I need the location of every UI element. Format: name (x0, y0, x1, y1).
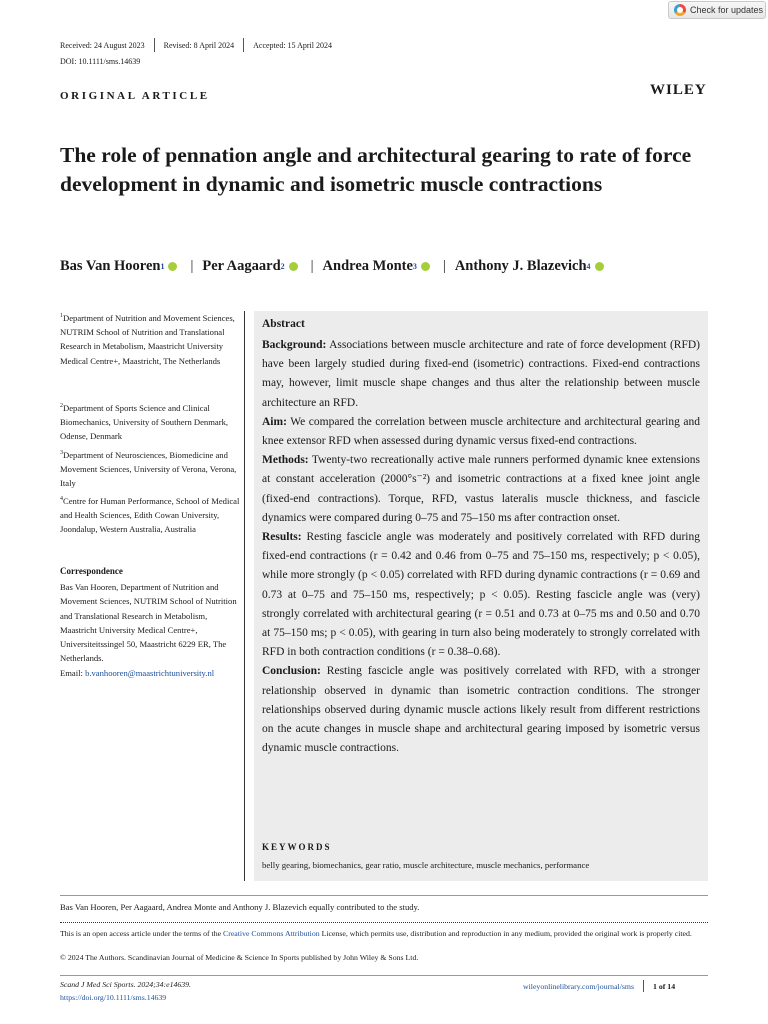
author-separator: | (190, 258, 194, 274)
author-list (60, 258, 608, 275)
correspondence-text: Bas Van Hooren, Department of Nutrition and Movement Sciences, NUTRIM School of Nutrition and Translational Research in Metabolism, Maastricht University Medical Centre+, Universiteitssingel 50, Maastricht 6229 ER, The Netherlands. (60, 582, 237, 664)
author-sup[interactable]: 3 (412, 262, 417, 271)
copyright-note: © 2024 The Authors. Scandinavian Journal of Medicine & Science In Sports published by John Wiley & Sons Ltd. (60, 953, 419, 962)
author-name[interactable]: Andrea Monte (322, 258, 413, 274)
results-label: Results: (262, 531, 302, 544)
affiliation (60, 309, 240, 368)
accepted-date: Accepted: 15 April 2024 (253, 40, 332, 50)
license-note (60, 928, 708, 940)
affiliation-text: Centre for Human Performance, School of Medical and Health Sciences, Edith Cowan University, Joondalup, Western Australia, Australia (60, 495, 240, 535)
doi-line: DOI: 10.1111/sms.14639 (60, 57, 141, 66)
author-sup[interactable]: 2 (280, 262, 285, 271)
check-for-updates-label: Check for updates (690, 5, 764, 15)
author-sup[interactable]: 4 (586, 262, 591, 271)
background-label: Background: (262, 339, 327, 351)
abstract-results (262, 528, 700, 662)
author-name[interactable]: Per Aagaard (202, 258, 281, 274)
abstract-heading: Abstract (262, 318, 305, 330)
orcid-icon[interactable] (421, 262, 430, 271)
author-name[interactable]: Anthony J. Blazevich (454, 258, 587, 274)
email-label: Email: (60, 667, 86, 678)
abstract-background (262, 336, 700, 413)
crossmark-icon (674, 4, 686, 16)
affiliation-text: Department of Neurosciences, Biomedicine and Movement Sciences, University of Verona, Verona, Italy (60, 449, 237, 489)
abstract-methods (262, 451, 700, 528)
affiliation-sup: 4 (60, 496, 63, 502)
license-post: License, which permits use, distribution and reproduction in any medium, provided the original work is properly cited. (319, 929, 692, 938)
orcid-icon[interactable] (168, 262, 177, 271)
revised-date: Revised: 8 April 2024 (163, 40, 235, 50)
author-name[interactable]: Bas Van Hooren (60, 258, 161, 274)
abstract-conclusion (262, 662, 700, 758)
methods-text: Twenty-two recreationally active male runners performed dynamic knee extensions at constant acceleration (2000°s⁻²) and isometric contractions at a fixed knee joint angle (fixed-end contractions). Torque, RFD, vastus lateralis muscle thickness, and fascicle dynamics were compared during 0–75 and 75–150 ms after contraction onset. (262, 454, 701, 524)
page-number: 1 of 14 (653, 981, 676, 991)
affiliation (60, 399, 240, 444)
correspondence-body (60, 580, 240, 680)
affiliation-sup: 1 (60, 313, 63, 319)
affiliation-text: Department of Nutrition and Movement Sciences, NUTRIM School of Nutrition and Translational Research in Metabolism, Maastricht University Medical Centre+, Maastricht, The Netherlands (60, 312, 235, 366)
check-for-updates-button[interactable] (668, 1, 766, 19)
journal-reference: Scand J Med Sci Sports. 2024;34:e14639. (60, 980, 192, 989)
article-title: The role of pennation angle and architectural gearing to rate of force development in dynamic and isometric muscle contractions (60, 143, 692, 196)
affiliation-text: Department of Sports Science and Clinical Biomechanics, University of Southern Denmark, Odense, Denmark (60, 402, 229, 442)
aim-text: We compared the correlation between muscle architecture and architectural gearing and knee extensor RFD when assessed during dynamic versus fixed-end contractions. (262, 415, 700, 448)
orcid-icon[interactable] (289, 262, 298, 271)
received-date: Received: 24 August 2023 (60, 40, 145, 50)
footer-rule (60, 895, 708, 896)
conclusion-text: Resting fascicle angle was positively correlated with RFD, with a stronger relationship observed in dynamic than isometric contraction conditions. The stronger relationships observed during dynamic muscle actions likely result from different restrictions on the acute changes in muscle shape and architectural gearing imposed by isometric versus dynamic muscle contractions. (262, 665, 701, 755)
results-text: Resting fascicle angle was moderately and positively correlated with RFD during fixed-end contractions (r = 0.42 and 0.46 from 0–75 and 75–150 ms, respectively; p < 0.05), while more strongly (p < 0.05) correlated with RFD during dynamic contractions (r = 0.69 and 0.73 at 0–75 and 75–150 ms, respectively; p < 0.05). Resting fascicle angle was (very) strongly correlated with architectural gearing (r = 0.51 and 0.73 at 0–75 ms and 0.50 and 0.70 at 75–150 ms; p < 0.05), with gearing in turn also being moderately to strongly correlated with RFD in both contraction conditions (r = 0.38–0.68). (262, 531, 701, 659)
keywords-heading: KEYWORDS (262, 842, 332, 852)
aim-label: Aim: (262, 415, 287, 428)
email-link[interactable]: b.vanhooren@maastrichtuniversity.nl (85, 667, 215, 678)
equal-contribution-note: Bas Van Hooren, Per Aagaard, Andrea Monte and Anthony J. Blazevich equally contributed to the study. (60, 902, 420, 912)
footer-rule (60, 975, 708, 976)
cc-link[interactable]: Creative Commons Attribution (223, 929, 320, 938)
correspondence-heading: Correspondence (60, 566, 123, 576)
keywords-list: belly gearing, biomechanics, gear ratio, muscle architecture, muscle mechanics, performance (262, 860, 590, 870)
article-type: ORIGINAL ARTICLE (60, 90, 210, 102)
dotted-divider (60, 922, 708, 923)
author-sup[interactable]: 1 (160, 262, 165, 271)
column-divider (244, 311, 245, 881)
affiliation-sup: 3 (60, 450, 63, 456)
orcid-icon[interactable] (595, 262, 604, 271)
abstract-body (262, 336, 700, 758)
journal-site-link[interactable]: wileyonlinelibrary.com/journal/sms (523, 981, 635, 991)
affiliation (60, 446, 240, 491)
author-separator: | (310, 258, 314, 274)
abstract-aim (262, 413, 700, 451)
affiliation-sup: 2 (60, 403, 63, 409)
publisher-logo: WILEY (650, 82, 707, 98)
divider (643, 980, 644, 992)
affiliation (60, 492, 240, 537)
history-dates (60, 38, 341, 52)
license-pre: This is an open access article under the terms of the (60, 929, 224, 938)
methods-label: Methods: (262, 454, 309, 467)
conclusion-label: Conclusion: (262, 665, 321, 678)
doi-link[interactable]: https://doi.org/10.1111/sms.14639 (60, 993, 167, 1002)
footer-right (523, 980, 675, 992)
author-separator: | (442, 258, 446, 274)
background-text: Associations between muscle architecture and rate of force development (RFD) have been largely studied during fixed-end (isometric) contractions. Fixed-end contractions may, however, limit muscle shape changes and thus alter the relationship between muscle architecture an RFD. (262, 339, 701, 409)
